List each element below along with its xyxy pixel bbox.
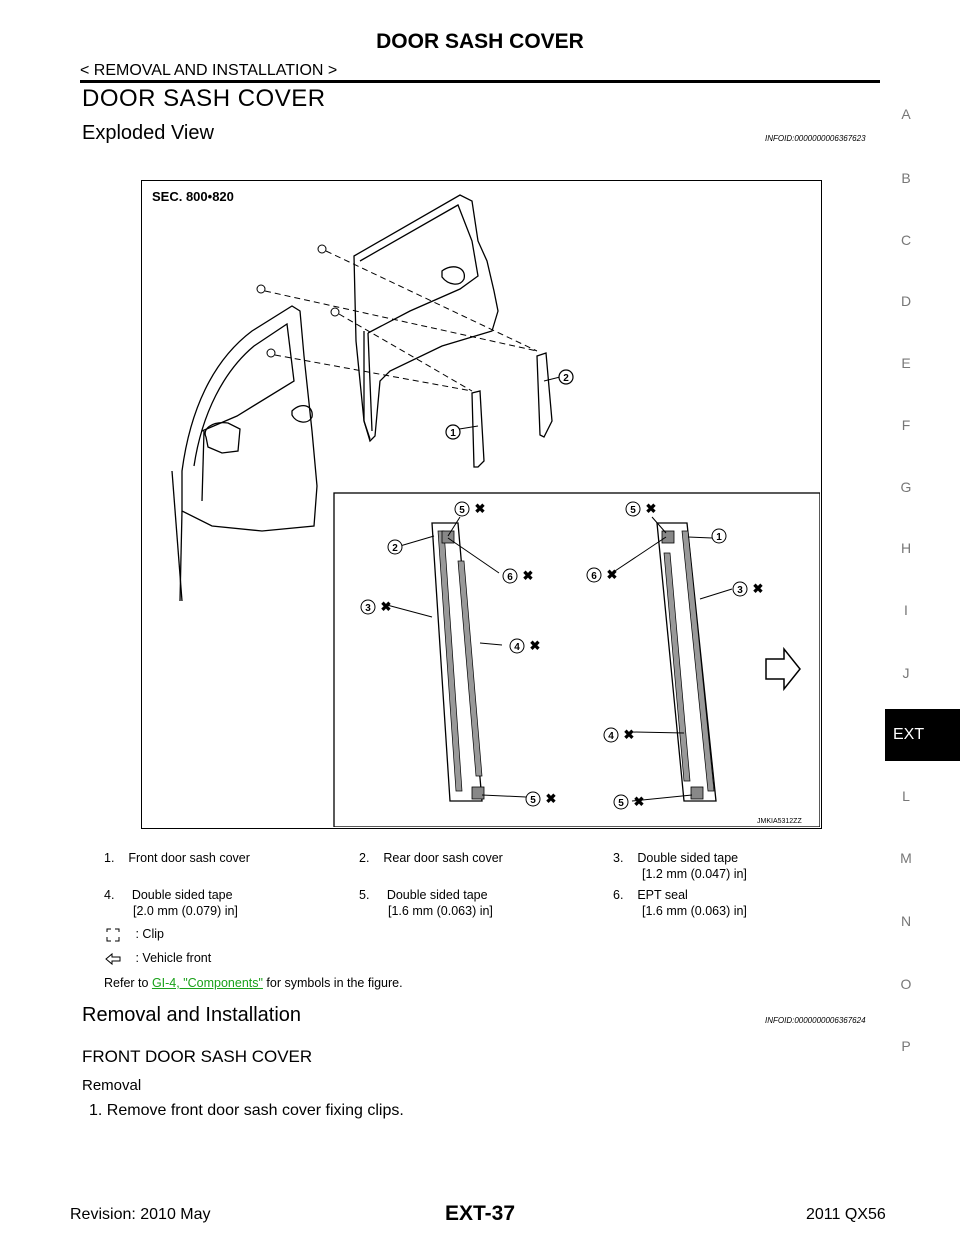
header-rule [80, 80, 880, 83]
exploded-view-heading: Exploded View [82, 122, 214, 144]
svg-text:✖: ✖ [522, 568, 534, 583]
svg-text:5: 5 [530, 795, 536, 806]
callout-1-top [446, 425, 460, 439]
clip-icons [257, 245, 339, 357]
front-door-drawing [172, 306, 317, 601]
svg-text:2: 2 [392, 543, 398, 554]
side-tab-ext-active[interactable]: EXT [885, 709, 960, 761]
svg-text:5: 5 [618, 798, 624, 809]
side-index [885, 0, 960, 1242]
svg-text:3: 3 [737, 585, 743, 596]
legend-item-2: 2. Rear door sash cover [359, 851, 503, 865]
callout-1-b [712, 529, 726, 543]
exploded-view-figure [141, 180, 822, 829]
side-letter-m[interactable]: M [900, 850, 912, 866]
vehicle-front-arrow-icon [104, 952, 122, 966]
svg-text:✖: ✖ [752, 581, 764, 596]
callout-2-top [559, 370, 573, 384]
removal-info-id: INFOID:0000000006367624 [765, 1016, 866, 1025]
side-letter-n[interactable]: N [900, 913, 912, 929]
footer-page-number: EXT-37 [444, 1202, 516, 1225]
reference-line: Refer to GI-4, "Components" for symbols in the figure. [104, 976, 403, 990]
side-letter-d[interactable]: D [900, 293, 912, 309]
svg-text:✖: ✖ [623, 727, 635, 742]
components-link[interactable]: GI-4, "Components" [151, 976, 263, 990]
image-code: JMKIA5312ZZ [757, 818, 802, 825]
side-letter-e[interactable]: E [901, 355, 911, 371]
front-door-subheading: FRONT DOOR SASH COVER [82, 1047, 313, 1066]
svg-text:1: 1 [716, 532, 722, 543]
side-letter-i[interactable]: I [904, 602, 908, 618]
svg-text:2: 2 [563, 373, 569, 384]
side-letter-b[interactable]: B [901, 170, 911, 186]
side-letter-o[interactable]: O [900, 976, 912, 992]
page-header-subtitle: < REMOVAL AND INSTALLATION > [80, 62, 338, 79]
svg-text:✖: ✖ [474, 501, 486, 516]
side-letter-a[interactable]: A [901, 106, 911, 122]
svg-text:6: 6 [591, 571, 597, 582]
svg-text:3: 3 [365, 603, 371, 614]
side-letter-h[interactable]: H [900, 540, 912, 556]
footer-model: 2011 QX56 [806, 1206, 886, 1223]
svg-text:✖: ✖ [645, 501, 657, 516]
removal-subsub: Removal [82, 1077, 142, 1094]
side-letter-f[interactable]: F [901, 417, 911, 433]
svg-text:5: 5 [630, 505, 636, 516]
symbol-vehicle-front: : Vehicle front [104, 950, 211, 966]
step-1: 1. Remove front door sash cover fixing clips. [89, 1102, 404, 1119]
sash-cover-parts [472, 353, 552, 467]
svg-text:✖: ✖ [380, 599, 392, 614]
svg-text:1: 1 [450, 428, 456, 439]
exploded-view-drawing [142, 181, 820, 827]
page-header-title: DOOR SASH COVER [376, 30, 584, 53]
side-letter-g[interactable]: G [900, 479, 912, 495]
symbol-clip: : Clip [104, 926, 164, 944]
sec-label: SEC. 800•820 [152, 189, 234, 204]
side-letter-p[interactable]: P [901, 1038, 911, 1054]
clip-icon [104, 926, 122, 944]
callout-2-b [388, 540, 402, 554]
legend-item-4: 4. Double sided tape [2.0 mm (0.079) in] [104, 888, 238, 918]
svg-text:✖: ✖ [606, 567, 618, 582]
section-title: DOOR SASH COVER [82, 85, 326, 112]
legend-item-6: 6. EPT seal [1.6 mm (0.063) in] [613, 888, 747, 918]
svg-text:✖: ✖ [545, 791, 557, 806]
legend-item-1: 1. Front door sash cover [104, 851, 250, 865]
side-letter-l[interactable]: L [902, 788, 910, 804]
side-letter-c[interactable]: C [900, 232, 912, 248]
svg-text:4: 4 [514, 642, 520, 653]
legend-item-5: 5. Double sided tape [1.6 mm (0.063) in] [359, 888, 493, 918]
svg-text:5: 5 [459, 505, 465, 516]
footer-revision: Revision: 2010 May [70, 1206, 211, 1223]
detail-box [334, 493, 820, 827]
svg-text:6: 6 [507, 572, 513, 583]
svg-text:4: 4 [608, 731, 614, 742]
exploded-view-info-id: INFOID:0000000006367623 [765, 134, 866, 143]
svg-text:✖: ✖ [529, 638, 541, 653]
removal-heading: Removal and Installation [82, 1004, 302, 1026]
svg-text:✖: ✖ [633, 794, 645, 809]
legend-item-3: 3. Double sided tape [1.2 mm (0.047) in] [613, 851, 747, 881]
side-letter-j[interactable]: J [902, 665, 910, 681]
